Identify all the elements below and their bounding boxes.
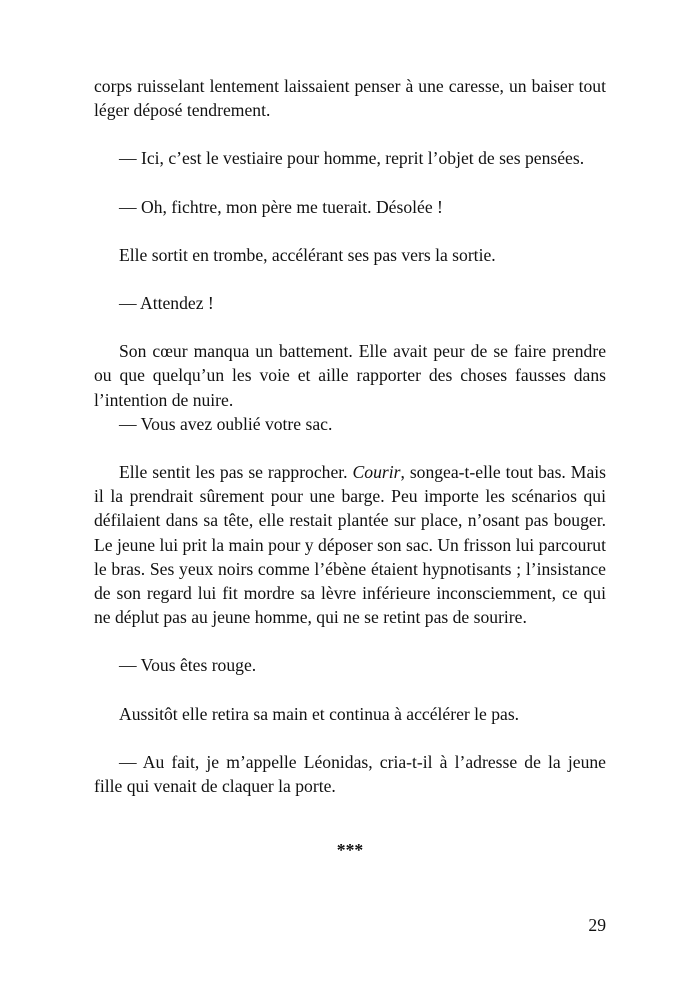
paragraph-11: — Au fait, je m’appelle Léonidas, cria-t-il à l’adresse de la jeune fille qui venait de claquer la porte. (94, 751, 606, 797)
paragraph-5: — Attendez ! (119, 293, 214, 314)
paragraph-2: — Ici, c’est le vestiaire pour homme, reprit l’objet de ses pensées. (119, 148, 585, 169)
paragraph-7: — Vous avez oublié votre sac. (119, 413, 333, 434)
section-separator: *** (336, 840, 364, 860)
paragraph-6: Son cœur manqua un battement. Elle avait peur de se faire prendre ou que quelqu’un les voie et aille rapporter des choses fausses dans l’intention de nuire. (94, 341, 606, 410)
paragraph-3: — Oh, fichtre, mon père me tuerait. Désolée ! (119, 196, 443, 217)
paragraph-10: Aussitôt elle retira sa main et continua à accélérer le pas. (119, 703, 520, 724)
paragraph-8-italic: Courir (352, 462, 401, 483)
paragraph-1: corps ruisselant lentement laissaient penser à une caresse, un baiser tout léger déposé tendrement. (94, 76, 606, 121)
paragraph-8-start: Elle sentit les pas se rapprocher. (119, 462, 353, 483)
paragraph-8-end: , songea-t-elle tout bas. Mais il la prendrait sûrement pour une barge. Peu importe les scénarios qui défilaient dans sa tête, elle restait plantée sur place, n’osant pas bouger. Le jeune lui prit la main pour y déposer son sac. Un frisson lui parcourut le bras. Ses yeux noirs comme l’ébène étaient hypnotisants ; l’insistance de son regard lui fit mordre sa lèvre inférieure inconsciemment, ce qui ne déplut pas au jeune homme, qui ne se retint pas de sourire. (94, 462, 606, 628)
paragraph-4: Elle sortit en trombe, accélérant ses pas vers la sortie. (119, 244, 496, 265)
body-text (94, 74, 606, 798)
paragraph-8 (94, 460, 606, 629)
paragraph-9: — Vous êtes rouge. (119, 655, 257, 676)
page-number: 29 (588, 915, 606, 935)
